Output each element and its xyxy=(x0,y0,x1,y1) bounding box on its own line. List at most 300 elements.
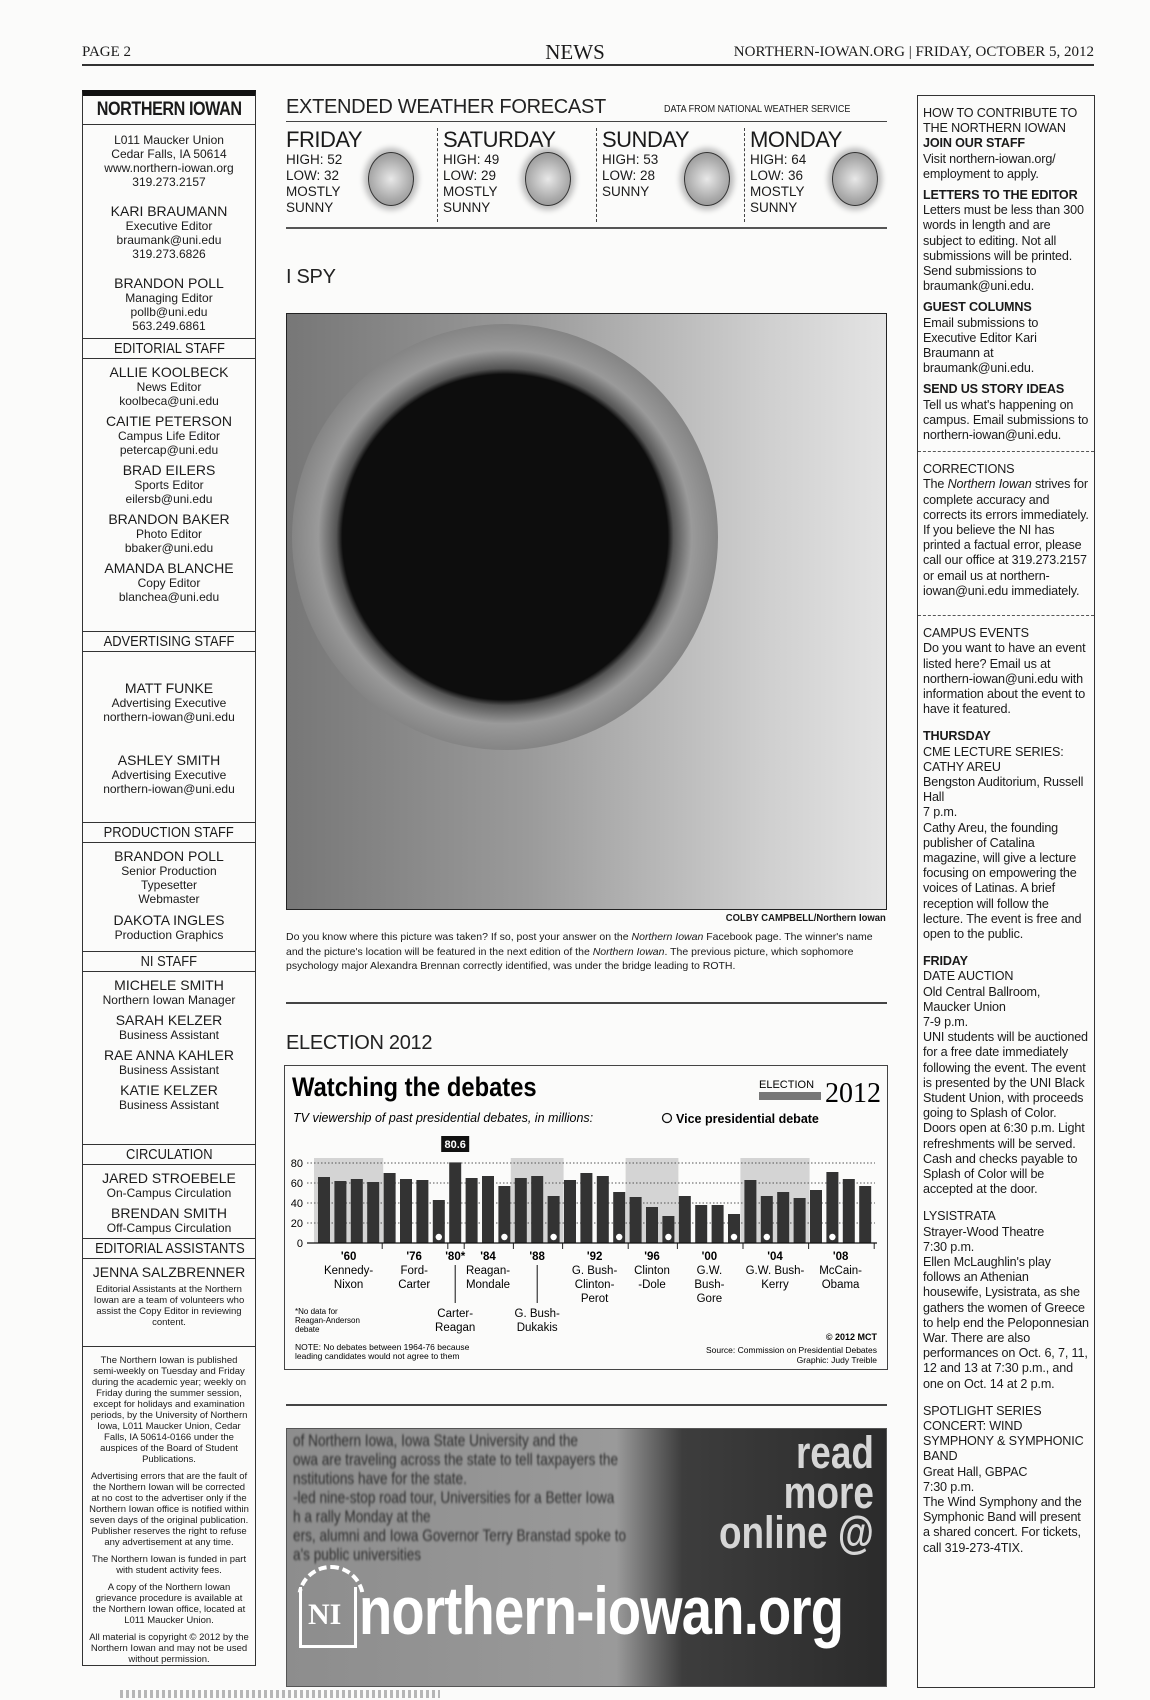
staff-person xyxy=(83,560,255,604)
staff-person xyxy=(83,1012,255,1042)
chart-note: NOTE: No debates between 1964-76 because xyxy=(295,1342,470,1352)
weather-high: HIGH: 64 xyxy=(750,152,807,167)
staff-person xyxy=(83,1170,255,1200)
staff-person xyxy=(83,848,255,906)
divider xyxy=(286,1002,887,1004)
sun-icon xyxy=(684,152,730,206)
bar xyxy=(859,1186,871,1243)
ad-url[interactable]: northern-iowan.org xyxy=(359,1573,844,1649)
weather-day-name: SUNDAY xyxy=(602,127,690,152)
chart-note: leading candidates would not agree to them xyxy=(295,1351,460,1361)
event-item xyxy=(923,1404,1089,1556)
staff-section-heading: EDITORIAL ASSISTANTS xyxy=(95,1240,245,1257)
x-group-label: Reagan xyxy=(435,1322,476,1334)
y-tick-label: 0 xyxy=(296,1238,303,1250)
staff-person xyxy=(83,1205,255,1235)
bar xyxy=(826,1172,838,1243)
x-group-label: Mondale xyxy=(465,1279,511,1291)
weather-condition: SUNNY xyxy=(286,200,334,215)
bar xyxy=(744,1180,756,1243)
staff-name: KARI BRAUMANN xyxy=(110,203,228,219)
ad-tagline-line: online @ xyxy=(719,1507,874,1558)
ad-background-line: nstitutions have for the state. xyxy=(293,1469,467,1488)
staff-detail: northern-iowan@uni.edu xyxy=(103,782,235,796)
staff-person xyxy=(83,912,255,942)
event-line: 7-9 p.m. xyxy=(923,1014,968,1029)
ad-background-line: of Northern Iowa, Iowa State University and the xyxy=(293,1431,578,1450)
staff-detail: Production Graphics xyxy=(114,928,224,942)
staff-section xyxy=(83,822,255,951)
weather-day xyxy=(443,128,593,223)
x-group-label: Perot xyxy=(580,1293,609,1305)
staff-detail: 319.273.6826 xyxy=(132,247,206,261)
text: The xyxy=(923,477,948,492)
text: strives for complete accuracy and corrects its errors immediately. If you believe the NI has printed a factual error, please call our office at 319.273.2157 or email us at northern-iowan@uni.edu immediately. xyxy=(923,477,1089,598)
vp-debate-marker xyxy=(764,1234,770,1240)
x-group-label: G.W. Bush- xyxy=(745,1265,805,1277)
staff-detail: pollb@uni.edu xyxy=(130,305,208,319)
contribute-text: Visit northern-iowan.org/ employment to apply. xyxy=(923,151,1056,181)
bar xyxy=(449,1162,461,1243)
weather-day xyxy=(602,128,752,223)
sun-icon xyxy=(832,152,878,206)
weather-day xyxy=(286,128,436,223)
legend-label: Vice presidential debate xyxy=(676,1112,819,1126)
masthead-title: NORTHERN IOWAN xyxy=(96,99,242,120)
staff-person xyxy=(83,462,255,506)
staff-sections xyxy=(83,338,255,1346)
event-line: DATE AUCTION xyxy=(923,969,1014,984)
staff-section xyxy=(83,631,255,822)
events-list xyxy=(923,729,1089,1556)
bar xyxy=(580,1173,592,1243)
staff-detail: Webmaster xyxy=(138,892,200,906)
weather-condition: MOSTLY xyxy=(286,184,341,199)
staff-name: ALLIE KOOLBECK xyxy=(109,364,229,380)
staff-detail: petercap@uni.edu xyxy=(119,443,219,457)
event-day-heading: FRIDAY xyxy=(923,954,968,969)
staff-detail: Business Assistant xyxy=(118,1063,220,1077)
staff-detail: Copy Editor xyxy=(137,576,201,590)
x-group-year: '00 xyxy=(701,1251,718,1263)
bar xyxy=(646,1207,658,1243)
weather-low: LOW: 29 xyxy=(443,168,497,183)
dashed-separator xyxy=(744,128,745,222)
staff-detail: blanchea@uni.edu xyxy=(118,590,220,604)
staff-person xyxy=(83,680,255,724)
event-day-heading: THURSDAY xyxy=(923,729,991,744)
chart-svg xyxy=(285,1066,887,1369)
x-group-label: Nixon xyxy=(333,1279,364,1291)
weather-heading: EXTENDED WEATHER FORECAST xyxy=(286,96,606,118)
corrections-heading: CORRECTIONS xyxy=(923,462,1015,477)
photo-credit: COLBY CAMPBELL/Northern Iowan xyxy=(726,912,886,924)
contribute-text: Tell us what's happening on campus. Email submissions to northern-iowan@uni.edu. xyxy=(923,397,1089,443)
bar xyxy=(400,1179,412,1243)
x-group-label: G. Bush- xyxy=(514,1308,560,1320)
page-number: PAGE 2 xyxy=(82,44,132,60)
vp-debate-marker xyxy=(616,1234,622,1240)
chart-copyright: © 2012 MCT xyxy=(825,1332,877,1342)
badge-stars-icon xyxy=(759,1092,821,1100)
events-heading: CAMPUS EVENTS xyxy=(923,626,1029,641)
staff-note: Editorial Assistants at the Northern Iowan are a team of volunteers who assist the Copy Editor in reviewing content. xyxy=(93,1284,245,1328)
divider xyxy=(286,227,887,229)
staff-section xyxy=(83,1144,255,1238)
staff-name: RAE ANNA KAHLER xyxy=(104,1047,234,1063)
event-day xyxy=(923,954,1089,1556)
bar xyxy=(810,1190,822,1243)
bar xyxy=(466,1178,478,1243)
staff-person xyxy=(83,413,255,457)
staff-name: CAITIE PETERSON xyxy=(105,413,233,429)
publication-paragraph: All material is copyright © 2012 by the Northern Iowan and may not be used without permission. xyxy=(89,1632,249,1665)
weather-high: HIGH: 52 xyxy=(286,152,343,167)
x-group-label: Clinton xyxy=(634,1265,670,1277)
event-line: Ellen McLaughlin's play follows an Athenian housewife, Lysistrata, as she gathers the women of Greece to help end the Peloponnesian War. There are also performances on Oct. 6, 7, 11, 12 and 13 at 7:30 p.m., and one on Oct. 14 at 2 p.m. xyxy=(923,1255,1089,1391)
bar xyxy=(712,1205,724,1243)
contribute-title: JOIN OUR STAFF xyxy=(923,136,1025,151)
event-line: 7 p.m. xyxy=(923,805,958,820)
ad-tagline-line: read xyxy=(796,1428,874,1478)
caption-text: Do you know where this picture was taken? If so, post your answer on the xyxy=(286,931,632,943)
staff-section-heading-box xyxy=(83,822,255,843)
staff-name: BRANDON POLL xyxy=(114,275,224,291)
publication-paragraph: The Northern Iowan is funded in part with student activity fees. xyxy=(91,1554,247,1576)
chart-title: Watching the debates xyxy=(292,1072,537,1103)
highlight-label: 80.6 xyxy=(444,1139,466,1151)
bar xyxy=(515,1178,527,1243)
staff-detail: Business Assistant xyxy=(118,1028,220,1042)
staff-person xyxy=(83,1264,255,1280)
weather-condition: SUNNY xyxy=(750,200,798,215)
staff-detail: 563.249.6861 xyxy=(132,319,206,333)
staff-name: AMANDA BLANCHE xyxy=(104,560,234,576)
site-url[interactable]: NORTHERN-IOWAN.ORG xyxy=(733,44,905,60)
staff-person xyxy=(83,364,255,408)
bar xyxy=(695,1205,707,1243)
x-group-label: Ford- xyxy=(400,1265,428,1277)
ad-background-line: owa are traveling across the state to tell taxpayers the xyxy=(293,1450,619,1469)
chart-graphic-credit: Graphic: Judy Treible xyxy=(796,1355,877,1365)
x-group-year: '80* xyxy=(445,1251,466,1263)
dashed-divider xyxy=(918,615,1094,616)
weather-high: HIGH: 53 xyxy=(602,152,659,167)
dashed-divider xyxy=(918,451,1094,452)
caption-italic: Northern Iowan xyxy=(592,945,665,958)
caption-italic: Northern Iowan xyxy=(631,931,704,943)
election-badge-year: 2012 xyxy=(825,1078,881,1109)
chart-footnote: Reagan-Anderson xyxy=(295,1316,360,1325)
weather-low: LOW: 28 xyxy=(602,168,656,183)
bar xyxy=(564,1180,576,1243)
weather-high: HIGH: 49 xyxy=(443,152,500,167)
event-item xyxy=(923,745,1089,943)
x-group-label: Dukakis xyxy=(516,1322,558,1334)
contact-line: 319.273.2157 xyxy=(132,175,206,189)
contact-line: www.northern-iowan.org xyxy=(104,161,234,175)
staff-person xyxy=(83,1082,255,1112)
event-line: SPOTLIGHT SERIES CONCERT: WIND SYMPHONY & SYMPHONIC BAND xyxy=(923,1403,1084,1464)
staff-detail: northern-iowan@uni.edu xyxy=(103,710,235,724)
bar xyxy=(531,1176,543,1243)
info-column xyxy=(917,95,1095,1688)
logo-text: NI xyxy=(308,1598,342,1631)
staff-detail: Photo Editor xyxy=(135,527,203,541)
x-group-label: Carter xyxy=(398,1279,431,1291)
staff-detail: Off-Campus Circulation xyxy=(106,1221,232,1235)
bar xyxy=(630,1197,642,1243)
staff-name: DAKOTA INGLES xyxy=(113,912,225,928)
staff-person xyxy=(83,977,255,1007)
ispy-heading: I SPY xyxy=(286,266,336,288)
event-line: Bengston Auditorium, Russell Hall xyxy=(923,774,1084,805)
staff-person xyxy=(83,511,255,555)
contribute-item xyxy=(923,136,1089,182)
read-more-online-ad[interactable] xyxy=(286,1428,887,1687)
staff-detail: Advertising Executive xyxy=(111,768,227,782)
x-group-label: Clinton- xyxy=(574,1279,615,1291)
print-artifact xyxy=(120,1690,440,1698)
staff-detail: Typesetter xyxy=(140,878,198,892)
staff-name: MICHELE SMITH xyxy=(114,977,224,993)
ni-logo-icon xyxy=(299,1587,357,1648)
bar xyxy=(367,1182,379,1243)
staff-name: BRANDON POLL xyxy=(114,848,224,864)
staff-person xyxy=(83,203,255,261)
ad-background-line: a's public universities xyxy=(293,1545,422,1564)
bar xyxy=(794,1198,806,1243)
cannon-barrel-image xyxy=(292,324,718,750)
vp-debate-marker xyxy=(550,1234,556,1240)
weather-low: LOW: 36 xyxy=(750,168,804,183)
text-italic: Northern Iowan xyxy=(947,477,1032,492)
staff-detail: eilersb@uni.edu xyxy=(125,492,213,506)
masthead-title-box xyxy=(83,96,255,125)
bar xyxy=(843,1179,855,1243)
publication-paragraph: A copy of the Northern Iowan grievance procedure is available at the Northern Iowan office, located at L011 Maucker Union. xyxy=(92,1582,246,1626)
event-line: 7:30 p.m. xyxy=(923,1239,975,1254)
staff-detail: Campus Life Editor xyxy=(117,429,221,443)
x-group-year: '96 xyxy=(644,1251,660,1263)
publication-paragraph: The Northern Iowan is published semi-weekly on Tuesday and Friday during the academic year; weekly on Friday during the summer session, except for holidays and examination periods, by the University of Northern Iowa, L011 Maucker Union, Cedar Falls, IA 50614-0166 under the auspices of the Board of Student Publications. xyxy=(90,1355,248,1465)
y-tick-label: 60 xyxy=(290,1178,303,1190)
y-tick-label: 40 xyxy=(290,1198,303,1210)
x-group-label: Carter- xyxy=(437,1308,474,1320)
ad-background-line: -led nine-stop road tour, Universities for a Better Iowa xyxy=(293,1488,615,1507)
masthead-column xyxy=(82,90,256,1666)
staff-name: ASHLEY SMITH xyxy=(117,752,221,768)
contact-line: Cedar Falls, IA 50614 xyxy=(111,147,227,161)
contribute-list xyxy=(923,136,1089,443)
caption-text: . The previous picture, which sophomore psychology major Alexandra Brennan correctly identified, was under the bridge leading to ROTH. xyxy=(286,945,854,972)
chart-source: Source: Commission on Presidential Debates xyxy=(705,1345,877,1355)
weather-source: DATA FROM NATIONAL WEATHER SERVICE xyxy=(664,104,851,115)
event-line: CME LECTURE SERIES: CATHY AREU xyxy=(923,744,1064,774)
contribute-text: Email submissions to Executive Editor Kari Braumann at braumank@uni.edu. xyxy=(923,315,1039,376)
staff-detail: Advertising Executive xyxy=(111,696,227,710)
staff-detail: Northern Iowan Manager xyxy=(102,993,236,1007)
staff-detail: News Editor xyxy=(136,380,202,394)
bar xyxy=(777,1192,789,1243)
ad-background-line: ers, alumni and Iowa Governor Terry Branstad spoke to xyxy=(293,1526,627,1545)
x-group-year: '84 xyxy=(480,1251,496,1263)
election-heading: ELECTION 2012 xyxy=(286,1032,433,1054)
staff-detail: Executive Editor xyxy=(125,219,213,233)
chart-footnote: debate xyxy=(295,1325,320,1334)
weather-day-name: FRIDAY xyxy=(286,127,363,152)
x-group-label: G. Bush- xyxy=(571,1265,618,1277)
vp-debate-marker xyxy=(829,1234,835,1240)
ad-background-line: h a rally Monday at the xyxy=(293,1507,431,1526)
staff-section-heading: CIRCULATION xyxy=(125,1146,213,1163)
weather-condition: SUNNY xyxy=(602,184,650,199)
event-line: Strayer-Wood Theatre xyxy=(923,1224,1045,1239)
staff-detail: Managing Editor xyxy=(125,291,213,305)
event-line: Cathy Areu, the founding publisher of Catalina magazine, will give a lecture focusing on empowering the voices of Latinas. A brief reception will follow the lecture. The event is free and open to the public. xyxy=(923,820,1082,941)
staff-detail: koolbeca@uni.edu xyxy=(119,394,219,408)
dashed-separator xyxy=(437,128,438,222)
dashed-separator xyxy=(596,128,597,222)
event-line: UNI students will be auctioned for a free date immediately following the event. The event is presented by the UNI Black Student Union, with proceeds going to Splash of Color. Doors open at 6:30 p.m. Light refreshments will be served. Cash and checks payable to Splash of Color will be accepted at the door. xyxy=(923,1030,1088,1197)
vp-debate-marker xyxy=(665,1234,671,1240)
contribute-text: Letters must be less than 300 words in length and are subject to editing. Not all submissions will be printed. Send submissions to braumank@uni.edu. xyxy=(923,203,1084,294)
staff-section-heading: NI STAFF xyxy=(140,953,198,970)
sun-icon xyxy=(525,152,571,206)
staff-section xyxy=(83,1238,255,1346)
staff-section-heading: EDITORIAL STAFF xyxy=(113,340,225,357)
divider xyxy=(286,1404,887,1406)
staff-name: KATIE KELZER xyxy=(120,1082,218,1098)
publication-info xyxy=(83,1346,255,1675)
staff-detail: Business Assistant xyxy=(118,1098,220,1112)
x-group-year: '88 xyxy=(529,1251,545,1263)
ispy-photo xyxy=(286,313,887,910)
staff-detail: braumank@uni.edu xyxy=(116,233,222,247)
staff-section-heading-box xyxy=(83,951,255,972)
x-group-label: Kennedy- xyxy=(323,1265,374,1277)
x-group-label: Gore xyxy=(696,1293,723,1305)
weather-condition: MOSTLY xyxy=(443,184,498,199)
event-line: 7:30 p.m. xyxy=(923,1479,975,1494)
staff-name: MATT FUNKE xyxy=(124,680,214,696)
ad-tagline-line: more xyxy=(783,1467,874,1518)
bar xyxy=(482,1176,494,1243)
event-item xyxy=(923,969,1089,1197)
bar xyxy=(597,1176,609,1243)
staff-detail: Senior Production xyxy=(121,864,217,878)
staff-detail: On-Campus Circulation xyxy=(106,1186,232,1200)
bar xyxy=(416,1180,428,1243)
sun-icon xyxy=(368,152,414,206)
contribute-title: LETTERS TO THE EDITOR xyxy=(923,188,1078,203)
weather-low: LOW: 32 xyxy=(286,168,340,183)
staff-section-heading-box xyxy=(83,1144,255,1165)
ad-tagline xyxy=(719,1428,874,1558)
section-title: NEWS xyxy=(545,40,605,64)
weather-condition: SUNNY xyxy=(443,200,491,215)
event-line: LYSISTRATA xyxy=(923,1209,996,1224)
x-group-label: Reagan- xyxy=(465,1265,511,1277)
x-group-year: '08 xyxy=(832,1251,849,1263)
staff-name: JENNA SALZBRENNER xyxy=(92,1264,246,1280)
header-site-date: NORTHERN-IOWAN.ORG | FRIDAY, OCTOBER 5, 2012 xyxy=(733,44,1094,60)
bar xyxy=(318,1177,330,1243)
chart-footnote: *No data for xyxy=(295,1307,338,1316)
header-rule xyxy=(82,64,1094,66)
event-day xyxy=(923,729,1089,942)
x-group-label: McCain- xyxy=(819,1265,863,1277)
contribute-item xyxy=(923,300,1089,376)
x-group-label: Bush- xyxy=(694,1279,725,1291)
event-line: Old Central Ballroom, Maucker Union xyxy=(923,984,1041,1014)
x-group-label: -Dole xyxy=(638,1279,666,1291)
bar xyxy=(384,1173,396,1243)
x-group-label: G.W. xyxy=(696,1265,723,1277)
events-intro: Do you want to have an event listed here? Email us at northern-iowan@uni.edu with information about the event to have it featured. xyxy=(923,641,1086,717)
bar xyxy=(679,1196,691,1243)
contribute-title: GUEST COLUMNS xyxy=(923,300,1032,315)
staff-detail: bbaker@uni.edu xyxy=(124,541,214,555)
staff-detail: Sports Editor xyxy=(134,478,204,492)
weather-day xyxy=(750,128,900,223)
legend-vp-marker xyxy=(663,1114,672,1123)
caption-text: Facebook page. The winner's name and the picture's location will be featured in the next edition of the xyxy=(286,931,873,958)
contribute-item xyxy=(923,382,1089,443)
vp-debate-marker xyxy=(731,1234,737,1240)
staff-name: BRANDON BAKER xyxy=(108,511,230,527)
contact-line: L011 Maucker Union xyxy=(114,133,224,147)
x-group-year: '60 xyxy=(340,1251,357,1263)
staff-person xyxy=(83,1047,255,1077)
masthead-contact xyxy=(83,125,255,338)
divider xyxy=(286,121,887,122)
election-badge-label: ELECTION xyxy=(759,1079,815,1091)
x-group-year: '76 xyxy=(406,1251,422,1263)
vp-debate-marker xyxy=(501,1234,507,1240)
contribute-heading: HOW TO CONTRIBUTE TO THE NORTHERN IOWAN xyxy=(923,106,1078,136)
debates-chart xyxy=(284,1065,888,1370)
staff-section-heading-box xyxy=(83,631,255,652)
y-tick-label: 80 xyxy=(290,1158,303,1170)
staff-name: BRENDAN SMITH xyxy=(111,1205,227,1221)
staff-section xyxy=(83,338,255,631)
staff-person xyxy=(83,275,255,333)
staff-name: JARED STROEBELE xyxy=(102,1170,236,1186)
contribute-item xyxy=(923,188,1089,294)
staff-name: SARAH KELZER xyxy=(115,1012,223,1028)
bar xyxy=(351,1179,363,1243)
y-tick-label: 20 xyxy=(290,1218,303,1230)
staff-section xyxy=(83,951,255,1144)
event-line: Great Hall, GBPAC xyxy=(923,1464,1028,1479)
weather-day-name: SATURDAY xyxy=(443,127,556,152)
vp-debate-marker xyxy=(436,1234,442,1240)
chart-subtitle: TV viewership of past presidential debates, in millions: xyxy=(293,1111,594,1125)
staff-section-heading-box xyxy=(83,1238,255,1259)
x-group-label: Kerry xyxy=(761,1279,789,1291)
contribute-title: SEND US STORY IDEAS xyxy=(923,382,1065,397)
staff-section-heading: PRODUCTION STAFF xyxy=(103,824,235,841)
photo-caption xyxy=(286,930,887,974)
event-item xyxy=(923,1209,1089,1391)
staff-section-heading: ADVERTISING STAFF xyxy=(103,633,235,650)
staff-name: BRAD EILERS xyxy=(122,462,216,478)
bar xyxy=(334,1181,346,1243)
x-group-label: Obama xyxy=(821,1279,860,1291)
x-group-year: '92 xyxy=(586,1251,603,1263)
x-group-year: '04 xyxy=(767,1251,783,1263)
